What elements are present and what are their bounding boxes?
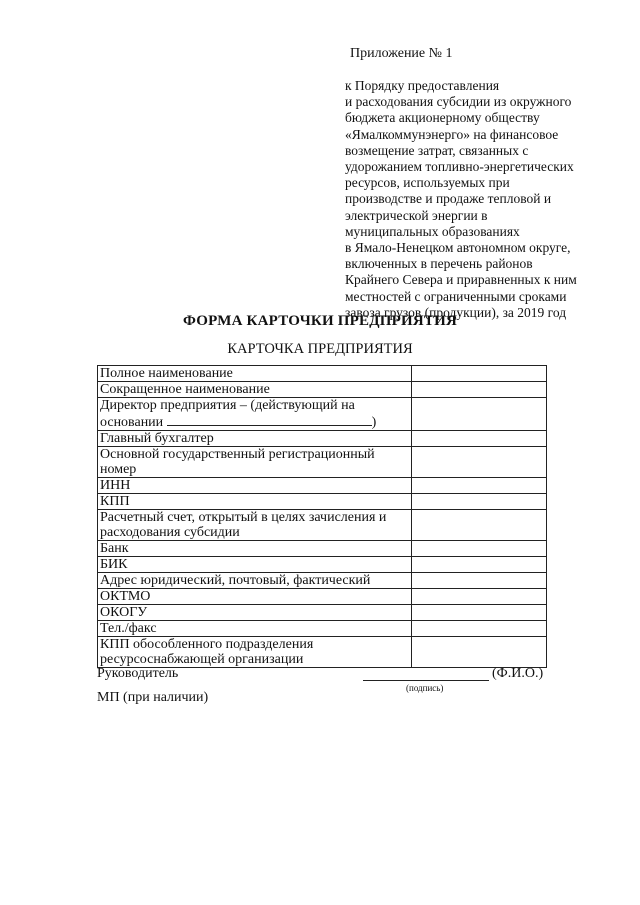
card-heading: КАРТОЧКА ПРЕДПРИЯТИЯ [227,341,413,357]
row-value-cell[interactable] [412,573,547,589]
table-row [98,366,547,382]
row-value-cell[interactable] [412,382,547,398]
row-label-line: номер [100,462,137,477]
row-label: БИК [98,557,412,573]
row-label-line: ресурсоснабжающей организации [100,652,304,667]
row-label-part: основании [100,415,164,430]
signer-label: Руководитель [97,666,179,681]
row-value-cell[interactable] [412,557,547,573]
row-value-cell[interactable] [412,510,547,541]
row-value-cell[interactable] [412,541,547,557]
row-value-cell[interactable] [412,447,547,478]
appendix-line: удорожанием топливно-энергетических [345,159,574,175]
row-label: КПП [98,494,412,510]
row-label-part: ) [371,415,377,430]
row-label: ИНН [98,478,412,494]
table-row [98,637,547,668]
appendix-text [345,78,625,321]
row-value-cell[interactable] [412,431,547,447]
table-row [98,447,547,478]
table-row [98,494,547,510]
appendix-line: и расходования субсидии из окружного [345,94,572,110]
row-label [98,637,412,668]
row-label [98,510,412,541]
row-label-line: Основной государственный регистрационный [100,447,375,462]
table-row [98,573,547,589]
table-row [98,557,547,573]
row-label: ОКТМО [98,589,412,605]
appendix-line: включенных в перечень районов [345,256,533,272]
appendix-title: Приложение № 1 [350,46,453,61]
row-value-cell[interactable] [412,605,547,621]
row-value-cell[interactable] [412,398,547,431]
appendix-line: в Ямало-Ненецком автономном округе, [345,240,571,256]
row-value-cell[interactable] [412,637,547,668]
row-label: Тел./факс [98,621,412,637]
row-label [98,398,412,431]
table-row [98,431,547,447]
row-label: Сокращенное наименование [98,382,412,398]
signer-fio-label: (Ф.И.О.) [492,666,544,681]
row-label-line: Директор предприятия – (действующий на [100,398,355,413]
enterprise-card-table [97,365,547,668]
row-label: Адрес юридический, почтовый, фактический [98,573,412,589]
row-label [98,447,412,478]
row-label: ОКОГУ [98,605,412,621]
row-value-cell[interactable] [412,366,547,382]
table-row [98,605,547,621]
table-row [98,398,547,431]
appendix-line: местностей с ограниченными сроками [345,288,567,304]
signature-line[interactable] [363,680,489,681]
table-row [98,541,547,557]
appendix-line: возмещение затрат, связанных с [345,142,529,158]
table-row [98,478,547,494]
row-label: Полное наименование [98,366,412,382]
basis-blank-line [167,413,372,426]
row-label: Главный бухгалтер [98,431,412,447]
row-label-line: Расчетный счет, открытый в целях зачисления и [100,510,387,525]
row-value-cell[interactable] [412,478,547,494]
row-label-line: КПП обособленного подразделения [100,637,314,652]
row-value-cell[interactable] [412,621,547,637]
row-value-cell[interactable] [412,494,547,510]
appendix-line: к Порядку предоставления [345,78,500,93]
table-row [98,589,547,605]
row-label-line [100,413,409,430]
table-row [98,621,547,637]
row-label: Банк [98,541,412,557]
table-row [98,510,547,541]
appendix-line: производстве и продаже тепловой и [345,191,552,207]
appendix-line: «Ямалкоммунэнерго» на финансовое [345,126,559,142]
form-heading: ФОРМА КАРТОЧКИ ПРЕДПРИЯТИЯ [183,313,457,329]
appendix-line: завоза грузов (продукции), за 2019 год [345,304,567,320]
appendix-line: бюджета акционерному обществу [345,110,540,126]
appendix-line: муниципальных образованиях [345,223,520,239]
signature-caption: (подпись) [406,683,444,693]
appendix-line: Крайнего Севера и приравненных к ним [345,272,577,288]
row-value-cell[interactable] [412,589,547,605]
stamp-note: МП (при наличии) [97,690,209,705]
table-row [98,382,547,398]
appendix-line: ресурсов, используемых при [345,175,510,191]
appendix-line: электрической энергии в [345,207,488,223]
row-label-line: расходования субсидии [100,525,240,540]
